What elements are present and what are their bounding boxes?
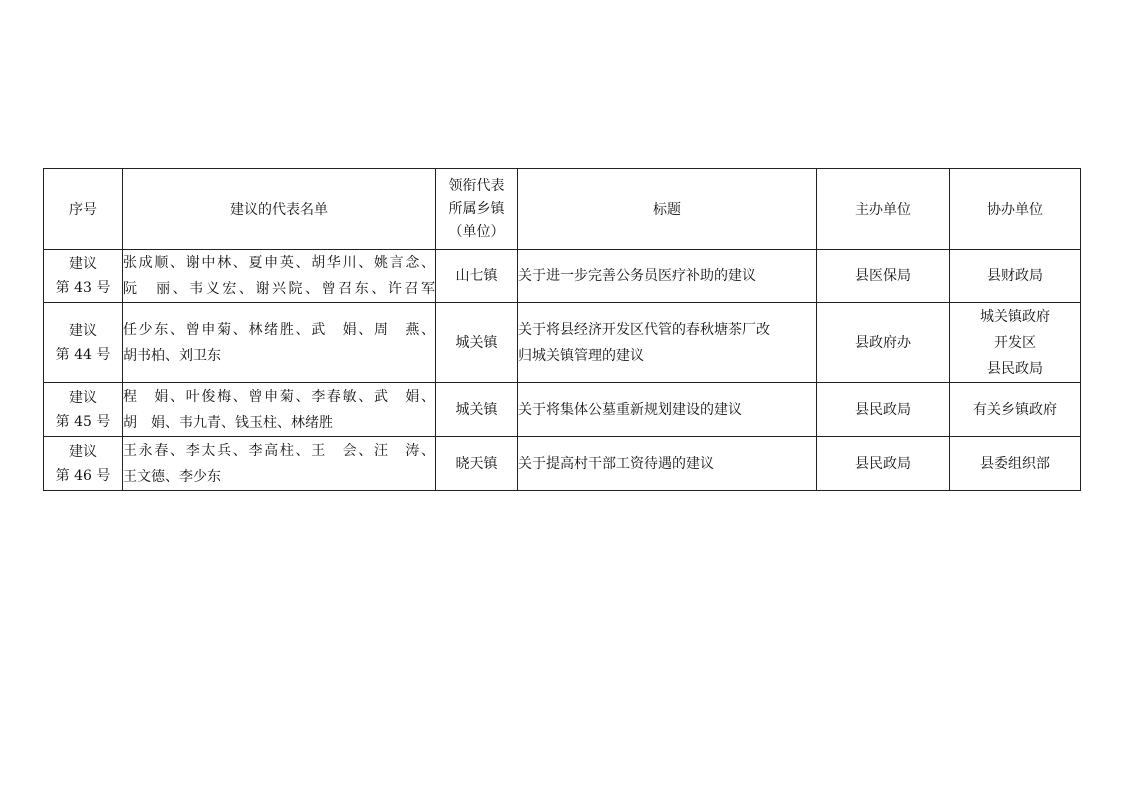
- co-cell: [950, 383, 1081, 437]
- names-line: 王文德、李少东: [123, 468, 221, 485]
- title-cell: [518, 437, 817, 491]
- seq-cell: [44, 250, 123, 303]
- seq-label: 建议: [69, 322, 97, 339]
- town-cell: 城关镇: [436, 303, 518, 383]
- header-title: 标题: [518, 169, 817, 250]
- header-town-line2: 所属乡镇: [448, 200, 505, 217]
- title-cell: [518, 303, 817, 383]
- header-lead: 主办单位: [817, 169, 950, 250]
- seq-number: 第 44 号: [55, 346, 111, 363]
- names-cell: [123, 437, 436, 491]
- seq-number: 第 43 号: [55, 280, 111, 296]
- seq-label: 建议: [69, 443, 97, 460]
- names-cell: [123, 383, 436, 437]
- names-line: 阮 丽、韦义宏、谢兴院、曾召东、许召军: [123, 281, 435, 297]
- header-town-line1: 领衔代表: [448, 177, 505, 194]
- lead-cell: 县医保局: [817, 250, 950, 303]
- names-cell: [123, 303, 436, 383]
- seq-cell: [44, 303, 123, 383]
- seq-label: 建议: [69, 256, 97, 272]
- header-seq: 序号: [44, 169, 123, 250]
- names-line: 张成顺、谢中林、夏申英、胡华川、姚言念、: [123, 255, 435, 271]
- names-line: 胡书柏、刘卫东: [123, 347, 221, 364]
- co-cell: [950, 303, 1081, 383]
- title-cell: [518, 250, 817, 303]
- title-line: 关于提高村干部工资待遇的建议: [518, 455, 714, 472]
- title-line: 关于将集体公墓重新规划建设的建议: [518, 401, 742, 418]
- lead-cell: 县民政局: [817, 437, 950, 491]
- names-cell: [123, 250, 436, 303]
- town-cell: 山七镇: [436, 250, 518, 303]
- title-line: 归城关镇管理的建议: [518, 347, 644, 364]
- header-names: 建议的代表名单: [123, 169, 436, 250]
- table-row: [44, 250, 1081, 303]
- lead-cell: 县政府办: [817, 303, 950, 383]
- town-cell: 城关镇: [436, 383, 518, 437]
- seq-cell: [44, 437, 123, 491]
- header-co: 协办单位: [950, 169, 1081, 250]
- seq-number: 第 45 号: [55, 413, 111, 430]
- seq-cell: [44, 383, 123, 437]
- seq-label: 建议: [69, 389, 97, 406]
- co-cell: [950, 250, 1081, 303]
- co-line: 县委组织部: [980, 455, 1050, 472]
- names-line: 胡 娟、韦九青、钱玉柱、林绪胜: [123, 414, 333, 431]
- co-line: 县财政局: [987, 268, 1043, 284]
- co-line: 县民政局: [987, 360, 1043, 377]
- table-header: [44, 169, 1081, 250]
- co-line: 开发区: [994, 334, 1036, 351]
- co-line: 有关乡镇政府: [973, 401, 1057, 418]
- header-town-line3: （单位）: [448, 223, 505, 240]
- title-line: 关于进一步完善公务员医疗补助的建议: [518, 268, 756, 284]
- title-line: 关于将县经济开发区代管的春秋塘茶厂改: [518, 321, 770, 338]
- header-row: [44, 169, 1081, 250]
- title-cell: [518, 383, 817, 437]
- table-body: [44, 250, 1081, 491]
- co-cell: [950, 437, 1081, 491]
- names-line: 王永春、李太兵、李高柱、王 会、汪 涛、: [123, 442, 435, 459]
- proposal-table: [43, 168, 1081, 491]
- table-row: [44, 437, 1081, 491]
- seq-number: 第 46 号: [55, 467, 111, 484]
- header-town: [436, 169, 518, 250]
- table-row: [44, 303, 1081, 383]
- names-line: 任少东、曾申菊、林绪胜、武 娟、周 燕、: [123, 321, 435, 338]
- co-line: 城关镇政府: [980, 308, 1050, 325]
- names-line: 程 娟、叶俊梅、曾申菊、李春敏、武 娟、: [123, 388, 435, 405]
- lead-cell: 县民政局: [817, 383, 950, 437]
- town-cell: 晓天镇: [436, 437, 518, 491]
- table-row: [44, 383, 1081, 437]
